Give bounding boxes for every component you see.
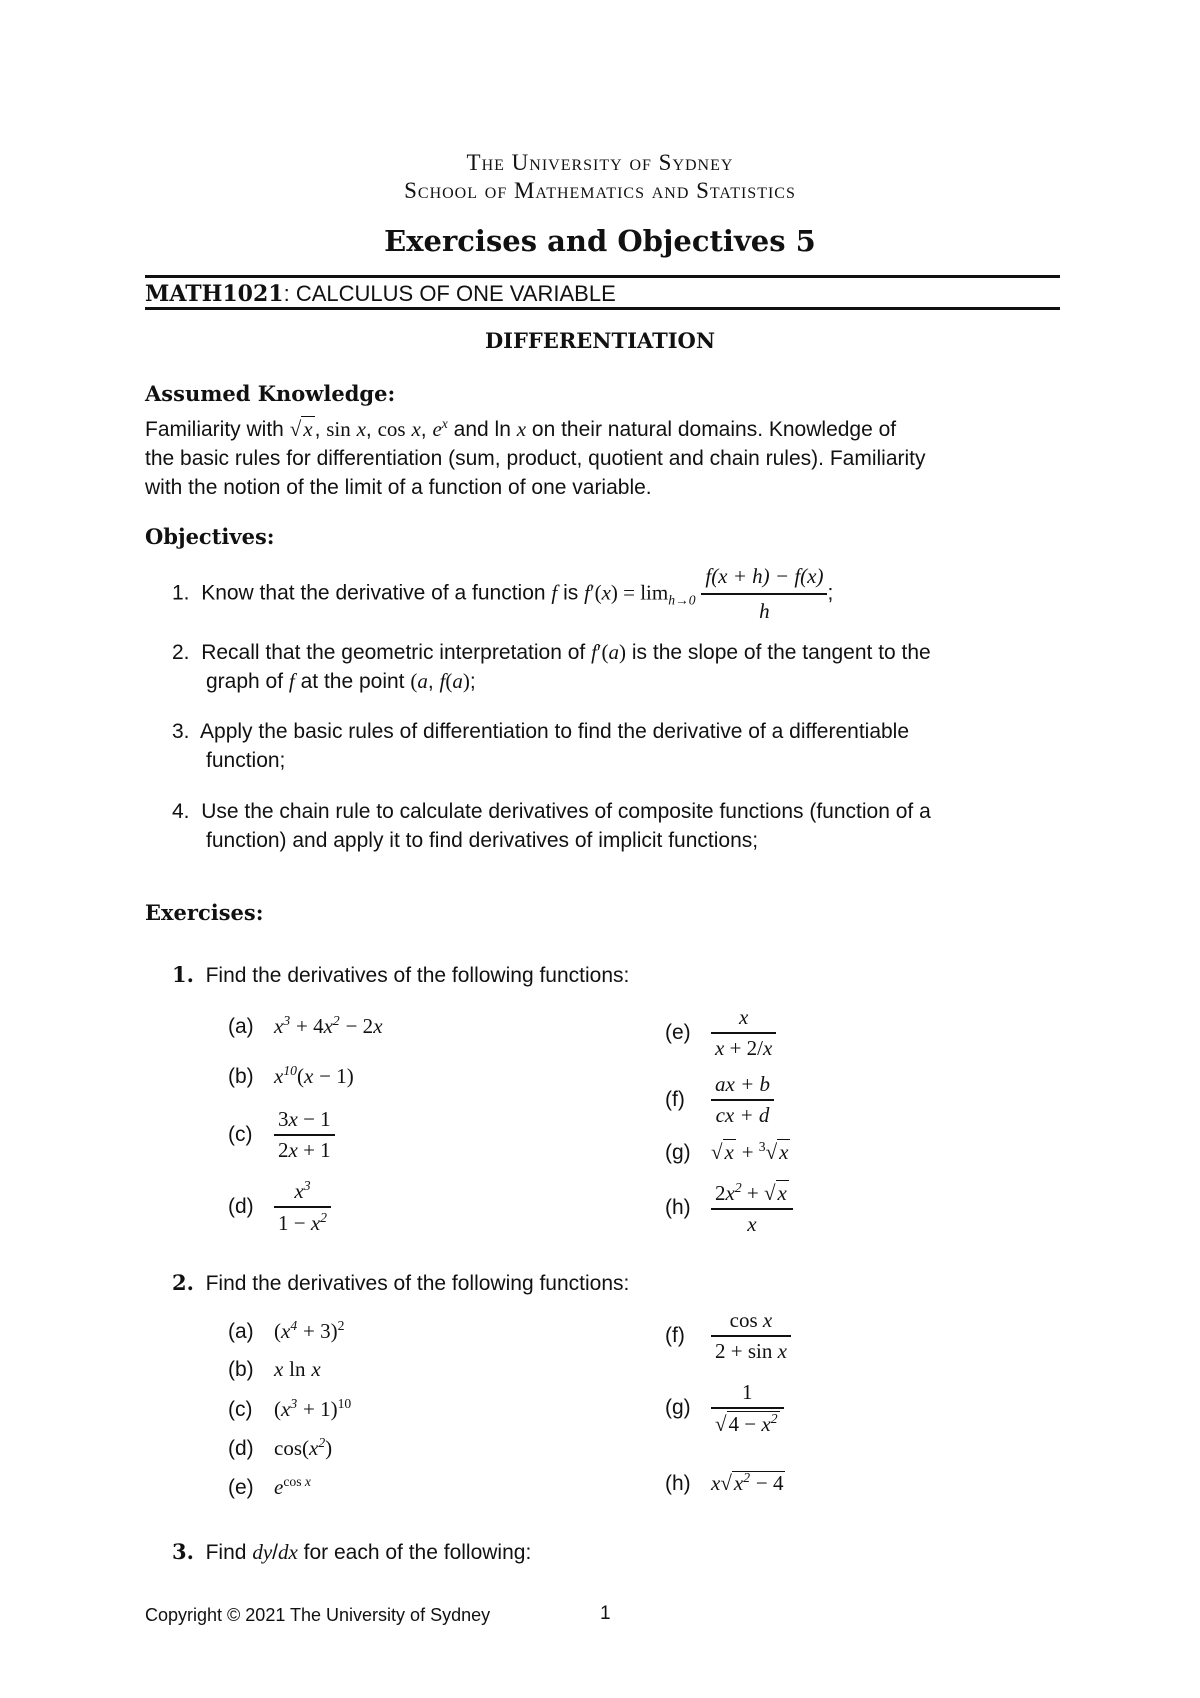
ak-line-1: Familiarity with √x, sin x, cos x, $e^x$ and ln x on their natural domains. Knowledge of <box>145 416 897 441</box>
page-number: 1 <box>600 1603 611 1624</box>
question-1: 1. Find the derivatives of the following functions: <box>172 962 630 987</box>
assumed-knowledge-heading: Assumed Knowledge: <box>145 381 396 406</box>
q1-e: (e) $\frac{x}{x + 2/x}$ <box>665 1005 776 1061</box>
top-rule <box>145 275 1060 278</box>
q2-f: (f) $\frac{\text{cos x}}{\text{2 + sin x}}$ <box>665 1308 791 1364</box>
objective-2: 2. Recall that the geometric interpretation of f′(a) is the slope of the tangent to the graph of f at the point (a, f(a); <box>172 640 931 693</box>
ak-line-2: the basic rules for differentiation (sum, product, quotient and chain rules). Familiarity <box>145 447 926 470</box>
university-name: The University of Sydney <box>466 150 734 175</box>
page-title: Exercises and Objectives 5 <box>384 224 816 258</box>
course-line <box>145 281 616 307</box>
question-2: 2. Find the derivatives of the following functions: <box>172 1270 630 1295</box>
exercises-heading: Exercises: <box>145 900 264 925</box>
ak-line-3: with the notion of the limit of a function of one variable. <box>145 476 652 499</box>
q2-c: (c) $(x^3 + 1)^{10}$ <box>228 1396 352 1421</box>
q1-a: (a) $x^3 + 4x^2 - 2x$ <box>228 1013 383 1038</box>
q1-h: (h) $\frac{2x^2 + √x}{x}$ <box>665 1180 793 1237</box>
copyright: Copyright © 2021 The University of Sydney <box>145 1605 491 1625</box>
objectives-heading: Objectives: <box>145 524 275 549</box>
objective-3: 3. Apply the basic rules of differentiation to find the derivative of a differentiable function; <box>172 720 910 772</box>
question-3: 3. Find dy/dx for each of the following: <box>172 1539 532 1564</box>
q1-g: (g) √x + $^3$√x <box>665 1139 789 1164</box>
course-name: : CALCULUS OF ONE VARIABLE <box>283 281 616 306</box>
q2-h: (h) $x√x^2 - 4$ <box>665 1470 784 1495</box>
q2-e: (e) $e^{cos x}$ <box>228 1474 311 1499</box>
course-code: MATH1021 <box>145 281 284 307</box>
objective-4: 4. Use the chain rule to calculate derivatives of composite functions (function of a function) and apply it to find derivatives of implicit functions; <box>172 800 931 852</box>
objective-1: 1. Know that the derivative of a function f is $f'(x) = \lim_{h\to 0}$ $\frac{f(x + h) - f(x)}{h}$ ; <box>172 564 834 623</box>
school-name: School of Mathematics and Statistics <box>404 178 796 203</box>
bottom-rule <box>145 307 1060 310</box>
q2-a: (a) $(x^4 + 3)^2$ <box>228 1318 345 1343</box>
q1-f: (f) $\frac{ax + b}{cx + d}$ <box>665 1072 774 1128</box>
q1-d: (d) $\frac{x^3}{1 - x^2}$ <box>228 1178 331 1236</box>
topic-heading: DIFFERENTIATION <box>484 328 716 353</box>
q2-g: (g) $\frac{1}{√4 - x^2}$ <box>665 1380 784 1437</box>
q1-b: (b) $x^{10}(x - 1)$ <box>228 1063 354 1088</box>
q2-d: (d) $\cos(x^2)$ <box>228 1435 333 1460</box>
q2-b: (b) x ln x <box>228 1357 321 1381</box>
assumed-knowledge-text <box>145 409 1065 502</box>
q1-c: (c) $\frac{3x - 1}{2x + 1}$ <box>228 1107 335 1163</box>
